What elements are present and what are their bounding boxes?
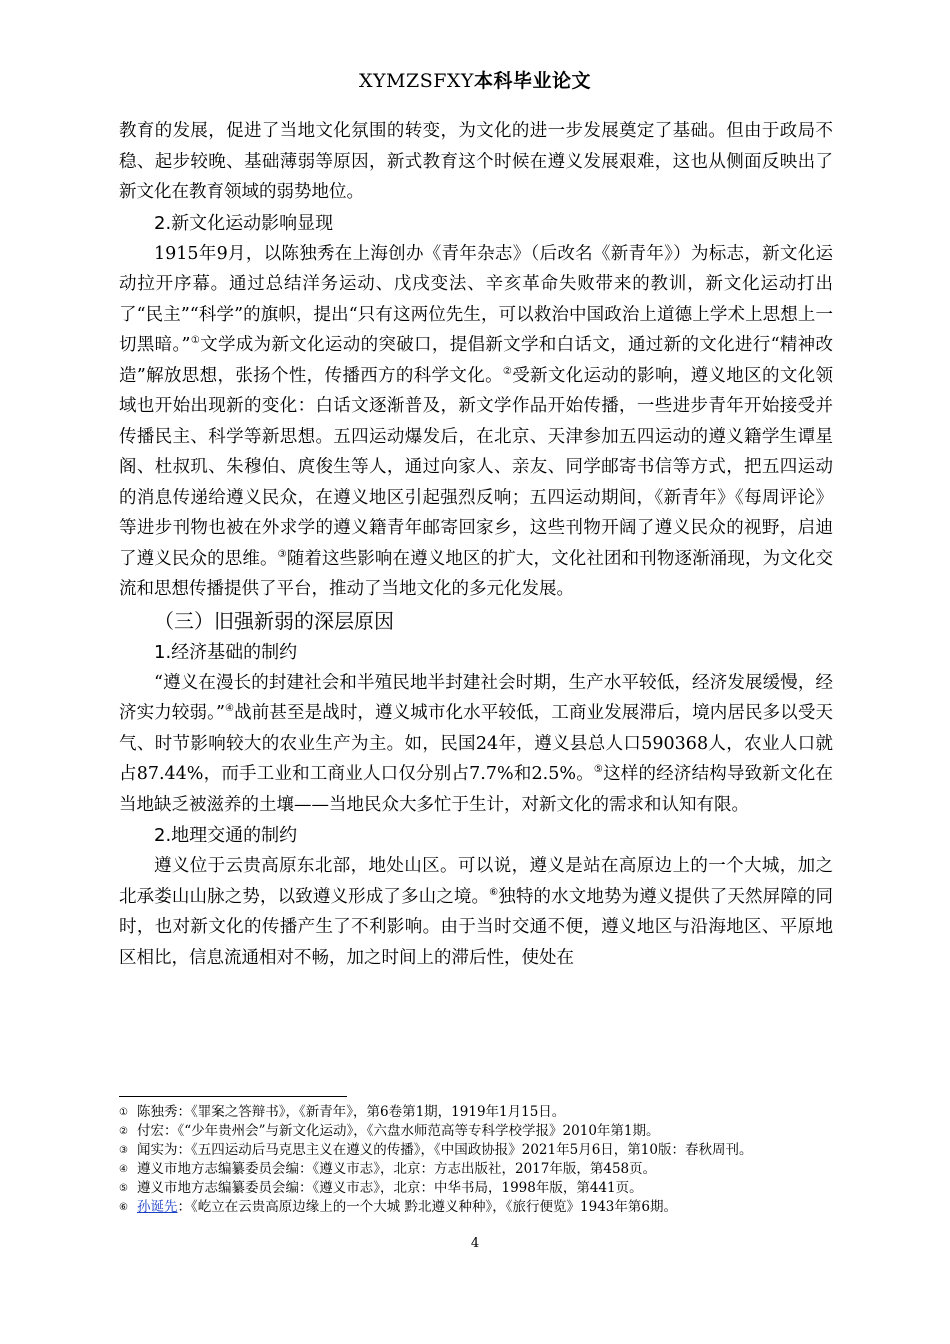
text-span: 遵义位于云贵高原东北部，地处山区。可以说，遵义是站在高原边上的一个大城，加之北承娄山山脉之势，以致遵义形成了多山之境。	[119, 856, 833, 907]
footnote-ref-1[interactable]: ①	[190, 335, 201, 346]
footnote-text: 付宏：《“少年贵州会”与新文化运动》，《六盘水师范高等专科学校学报》2010年第1期。	[137, 1123, 660, 1139]
footnote-4	[119, 1160, 833, 1179]
text-span: 文学成为新文化运动的突破口，提倡新文学和白话文，通过新的文化进行“精神改造”解放思想，张扬个性，传播西方的科学文化。	[119, 335, 834, 386]
paragraph-intro: 教育的发展，促进了当地文化氛围的转变，为文化的进一步发展奠定了基础。但由于政局不稳、起步较晚、基础薄弱等原因，新式教育这个时候在遵义发展艰难，这也从侧面反映出了新文化在教育领域的弱势地位。	[119, 121, 833, 202]
footnote-mark: ②	[119, 1126, 128, 1137]
paragraph-new-culture	[119, 239, 833, 605]
footnote-text: 遵义市地方志编纂委员会编：《遵义市志》，北京：方志出版社，2017年版，第458页。	[137, 1161, 657, 1177]
text-span: 战前甚至是战时，遵义城市化水平较低，工商业发展滞后，境内居民多以受天气、时节影响较大的农业生产为主。如，民国24年，遵义县总人口590368人，农业人口就占87.44%，而手工业和工商业人口仅分别占7.7%和2.5%。	[119, 703, 833, 784]
footnote-mark: ③	[119, 1145, 128, 1156]
paragraph-geography	[119, 851, 833, 973]
subheading-economy: 1.经济基础的制约	[154, 641, 298, 663]
footnote-mark: ⑥	[119, 1202, 128, 1213]
footnote-divider	[119, 1096, 347, 1097]
footnote-text: ：《屹立在云贵高原边缘上的一个大城 黔北遵义种种》，《旅行便览》1943年第6期。	[177, 1199, 677, 1215]
subheading-new-culture: 2.新文化运动影响显现	[154, 212, 334, 234]
footnote-ref-6[interactable]: ⑥	[489, 886, 499, 898]
body-text	[119, 116, 833, 973]
footnote-1	[119, 1103, 833, 1122]
footnote-text: 闻实为：《五四运动后马克思主义在遵义的传播》，《中国政协报》2021年5月6日，第10版：春秋周刊。	[137, 1142, 753, 1158]
footnote-ref-4[interactable]: ④	[224, 703, 235, 714]
footnote-2	[119, 1122, 833, 1141]
footnote-mark: ①	[119, 1107, 128, 1118]
footnote-mark: ⑤	[119, 1183, 128, 1194]
footnote-ref-2[interactable]: ②	[502, 365, 513, 377]
footnote-5	[119, 1179, 833, 1198]
text-span: 独特的水文地势为遵义提供了天然屏障的同时，也对新文化的传播产生了不利影响。由于当时交通不便，遵义地区与沿海地区、平原地区相比，信息流通相对不畅，加之时间上的滞后性，使处在	[119, 886, 833, 968]
header-title: 本科毕业论文	[473, 70, 591, 92]
footnotes	[119, 1103, 833, 1217]
text-span: 受新文化运动的影响，遵义地区的文化领域也开始出现新的变化：白话文逐渐普及，新文学作品开始传播，一些进步青年开始接受并传播民主、科学等新思想。五四运动爆发后，在北京、天津参加五四运动的遵义籍学生谭星阁、杜叔玑、朱穆伯、庹俊生等人，通过向家人、亲友、同学邮寄书信等方式，把五四运动的消息传递给遵义民众，在遵义地区引起强烈反响；五四运动期间，《新青年》《每周评论》等进步刊物也被在外求学的遵义籍青年邮寄回家乡，这些刊物开阔了遵义民众的视野，启迪了遵义民众的思维。	[119, 365, 834, 569]
footnote-ref-5[interactable]: ⑤	[593, 764, 604, 775]
footnote-6	[119, 1198, 833, 1217]
footnote-ref-3[interactable]: ③	[277, 548, 287, 560]
section-heading: （三）旧强新弱的深层原因	[154, 608, 394, 633]
footnote-3	[119, 1141, 833, 1160]
footnote-text: 遵义市地方志编纂委员会编：《遵义市志》，北京：中华书局，1998年版，第441页。	[137, 1180, 643, 1196]
text-span: 随着这些影响在遵义地区的扩大，文化社团和刊物逐渐涌现，为文化交流和思想传播提供了平台，推动了当地文化的多元化发展。	[119, 548, 834, 599]
footnote-text: 陈独秀：《罪案之答辩书》，《新青年》，第6卷第1期，1919年1月15日。	[137, 1104, 566, 1120]
page-number: 4	[470, 1236, 480, 1251]
footnote-mark: ④	[119, 1164, 128, 1175]
subheading-geography: 2.地理交通的制约	[154, 825, 298, 846]
header-prefix: XYMZSFXY	[358, 70, 474, 92]
text-span: “遵义在漫长的封建社会和半殖民地半封建社会时期，生产水平较低，经济发展缓慢，经济实力较弱。”	[119, 672, 833, 723]
page-header	[0, 66, 950, 93]
text-span: 这样的经济结构导致新文化在当地缺乏被滋养的土壤——当地民众大多忙于生计，对新文化的需求和认知有限。	[119, 764, 833, 815]
author-link[interactable]: 孙诞先	[137, 1199, 178, 1215]
text-span: 1915年9月，以陈独秀在上海创办《青年杂志》（后改名《新青年》）为标志，新文化运动拉开序幕。通过总结洋务运动、戊戌变法、辛亥革命失败带来的教训，新文化运动打出了“民主”“科学”的旗帜，提出“只有这两位先生，可以救治中国政治上道德上学术上思想上一切黑暗。”	[119, 243, 833, 355]
paragraph-economy	[119, 668, 833, 821]
